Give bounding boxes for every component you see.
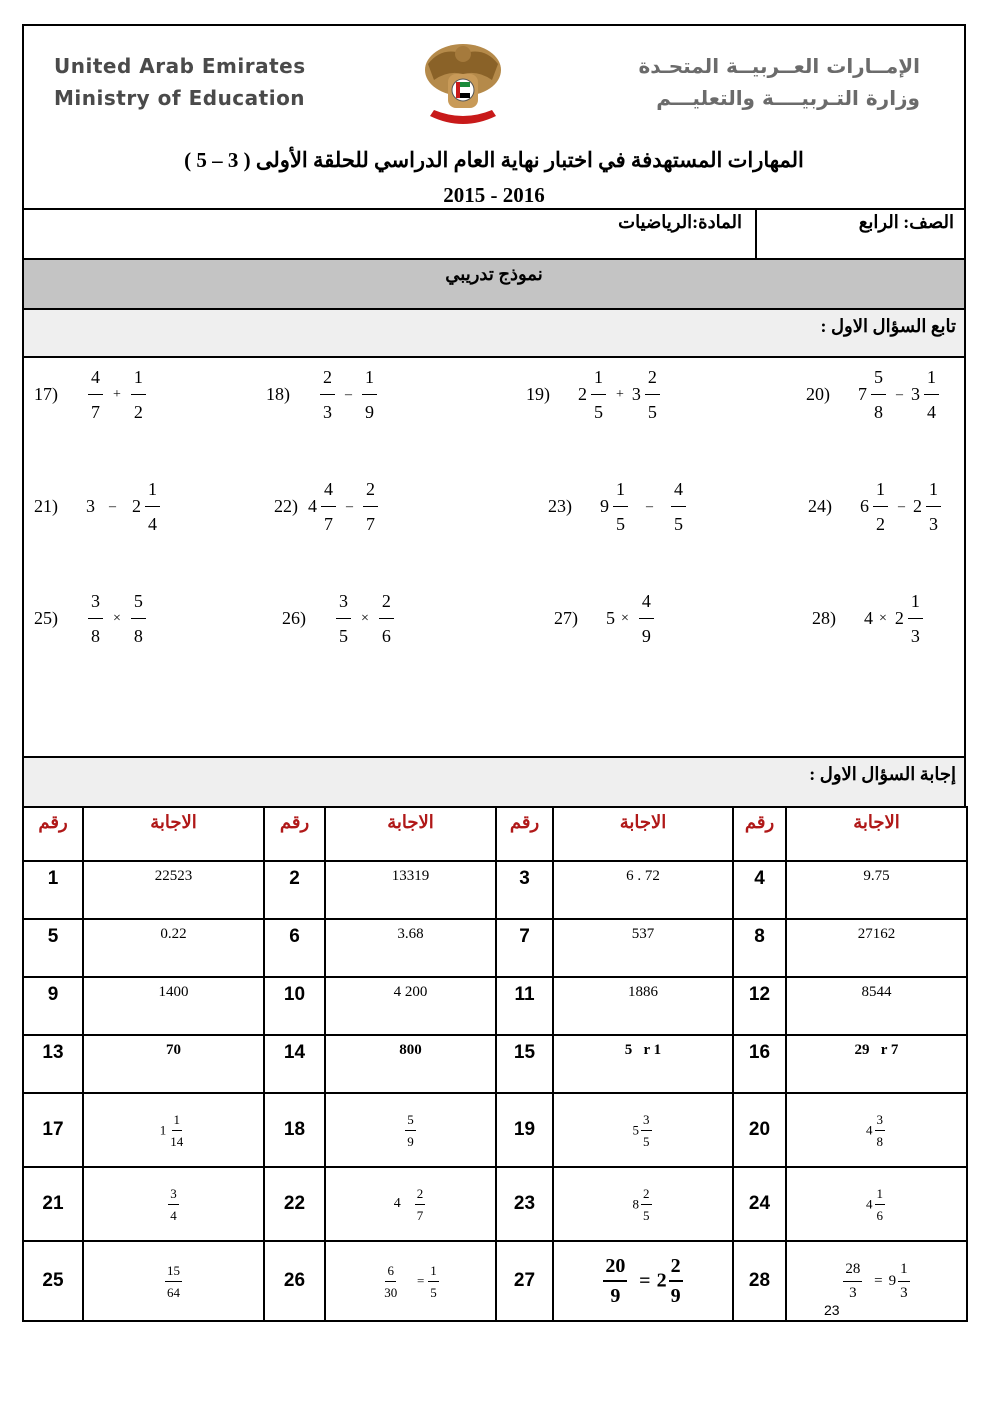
arabic-ministry-name: وزارة التـربيــــة والتعليـــم [656,86,920,110]
answer-number: 6 [264,919,325,977]
question-19: 19) 2 $\frac{1}{5}$ + 3 $\frac{2}{5}$ [526,368,664,421]
answer-number: 3 [496,861,553,919]
answer-value: $\frac{28}{3}$ = 9 $\frac{1}{3}$ [786,1241,967,1321]
answer-number: 24 [733,1167,786,1241]
table-row [23,1093,967,1167]
subject-label: المادة:الرياضيات [618,212,742,232]
question-24: 24) 6 $\frac{1}{2}$ – 2 $\frac{1}{3}$ [808,480,945,533]
col-number-header: رقم [264,807,325,861]
answer-value: 70 [83,1035,264,1093]
answer-value: 4 200 [325,977,496,1035]
answer-number: 20 [733,1093,786,1167]
col-answer-header: الاجابة [786,807,967,861]
question-18: 18) $\frac{2}{3}$ – $\frac{1}{9}$ [266,368,381,421]
answer-value: 6 . 72 [553,861,733,919]
answer-number: 1 [23,861,83,919]
info-row [22,210,966,260]
col-answer-header: الاجابة [325,807,496,861]
english-country-name: United Arab Emirates [54,54,306,78]
answer-value: 0.22 [83,919,264,977]
answer-number: 21 [23,1167,83,1241]
header-box [22,24,966,210]
questions-area [22,356,966,758]
answer-value: 800 [325,1035,496,1093]
table-row [23,977,967,1035]
col-number-header: رقم [496,807,553,861]
table-row [23,919,967,977]
answer-number: 7 [496,919,553,977]
answer-number: 26 [264,1241,325,1321]
answer-value: 8544 [786,977,967,1035]
grade-label: الصف: الرابع [858,212,954,232]
question-26: 26) $\frac{3}{5}$ × $\frac{2}{6}$ [282,592,398,645]
answer-number: 10 [264,977,325,1035]
answer-value: $\frac{15}{64}$ [83,1241,264,1321]
uae-emblem-icon [422,40,504,130]
question-25: 25) $\frac{3}{8}$ × $\frac{5}{8}$ [34,592,150,645]
answer-number: 19 [496,1093,553,1167]
answer-number: 12 [733,977,786,1035]
arabic-country-name: الإمــارات العــربيــة المتحـدة [638,54,920,78]
answer-number: 27 [496,1241,553,1321]
answer-number: 28 [733,1241,786,1321]
question-heading: تابع السؤال الاول : [820,316,956,336]
question-22: 22) 4 $\frac{4}{7}$ – $\frac{2}{7}$ [274,480,382,533]
answer-number: 2 [264,861,325,919]
answer-number: 13 [23,1035,83,1093]
model-title: نموذج تدريبي [445,264,543,284]
answer-value: $\frac{6}{30}$ = $\frac{1}{5}$ [325,1241,496,1321]
answer-value: $\frac{5}{9}$ [325,1093,496,1167]
answer-value: 4 $\frac{3}{8}$ [786,1093,967,1167]
answer-number: 17 [23,1093,83,1167]
info-divider [755,210,757,258]
question-20: 20) 7 $\frac{5}{8}$ – 3 $\frac{1}{4}$ [806,368,943,421]
answer-number: 5 [23,919,83,977]
answers-heading-band [22,756,966,808]
answers-heading: إجابة السؤال الاول : [809,764,956,784]
answer-number: 11 [496,977,553,1035]
answer-value: 537 [553,919,733,977]
answer-table [22,806,968,1322]
answer-value: 1 $\frac{1}{14}$ [83,1093,264,1167]
answer-value: 8 $\frac{2}{5}$ [553,1167,733,1241]
answer-number: 4 [733,861,786,919]
col-answer-header: الاجابة [553,807,733,861]
table-row [23,1167,967,1241]
answer-value: 13319 [325,861,496,919]
page-number: 23 [824,1302,840,1318]
answer-number: 14 [264,1035,325,1093]
exam-title: المهارات المستهدفة في اختبار نهاية العام الدراسي للحلقة الأولى ( 3 – 5 ) [184,148,804,172]
table-row [23,1035,967,1093]
question-28: 28) 4 × 2 $\frac{1}{3}$ [812,592,927,645]
answer-value: 27162 [786,919,967,977]
question-27: 27) 5 × $\frac{4}{9}$ [554,592,658,645]
answer-number: 22 [264,1167,325,1241]
col-answer-header: الاجابة [83,807,264,861]
answer-value: 29 r 7 [786,1035,967,1093]
answer-value: 5 r 1 [553,1035,733,1093]
answer-value: 1886 [553,977,733,1035]
question-17: 17) $\frac{4}{7}$ + $\frac{1}{2}$ [34,368,150,421]
question-21: 21) 3 – 2 $\frac{1}{4}$ [34,480,164,533]
answer-value: $\frac{20}{9}$ = 2 $\frac{2}{9}$ [553,1241,733,1321]
answer-value: 1400 [83,977,264,1035]
answer-number: 23 [496,1167,553,1241]
answer-value: 4 $\frac{1}{6}$ [786,1167,967,1241]
english-ministry-name: Ministry of Education [54,86,306,110]
answer-number: 9 [23,977,83,1035]
answer-value: 5 $\frac{3}{5}$ [553,1093,733,1167]
question-23: 23) 9 $\frac{1}{5}$ – $\frac{4}{5}$ [548,480,690,533]
col-number-header: رقم [23,807,83,861]
answer-number: 16 [733,1035,786,1093]
answer-number: 18 [264,1093,325,1167]
answer-value: 9.75 [786,861,967,919]
answer-value: 22523 [83,861,264,919]
col-number-header: رقم [733,807,786,861]
answer-number: 15 [496,1035,553,1093]
answer-number: 8 [733,919,786,977]
answer-value: 3.68 [325,919,496,977]
answer-value: 4 $\frac{2}{7}$ [325,1167,496,1241]
academic-year: 2015 - 2016 [443,183,545,207]
model-title-band [22,258,966,310]
answer-number: 25 [23,1241,83,1321]
question-heading-band [22,308,966,358]
table-row [23,861,967,919]
table-header-row [23,807,967,861]
answer-value: $\frac{3}{4}$ [83,1167,264,1241]
